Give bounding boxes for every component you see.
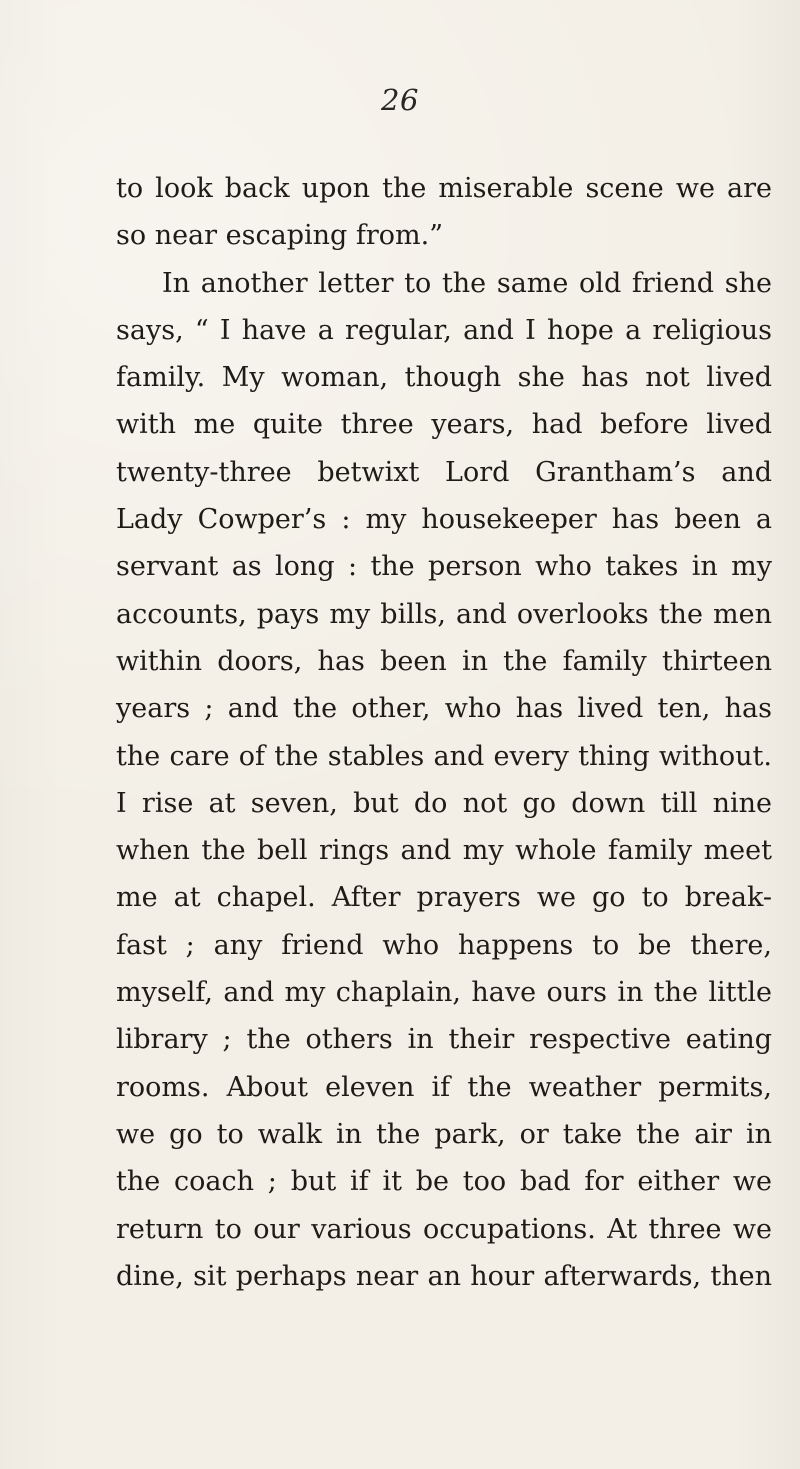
text-line: we go to walk in the park, or take the air in <box>116 1118 772 1150</box>
text-line: family. My woman, though she has not lived <box>116 362 772 394</box>
text-line: me at chapel. After prayers we go to break- <box>116 882 772 914</box>
text-line: twenty-three betwixt Lord Grantham’s and <box>116 456 772 488</box>
text-line: dine, sit perhaps near an hour afterwards, then <box>116 1260 772 1292</box>
text-line: In another letter to the same old friend she <box>162 267 772 299</box>
text-line: to look back upon the miserable scene we are <box>116 173 772 204</box>
text-line: years ; and the other, who has lived ten, has <box>116 693 772 725</box>
text-line: I rise at seven, but do not go down till nine <box>116 787 772 819</box>
page-number: 26 <box>381 83 419 117</box>
text-line: return to our various occupations. At three we <box>116 1213 772 1245</box>
text-line: the care of the stables and every thing without. <box>116 740 772 772</box>
text-line: Lady Cowper’s : my housekeeper has been a <box>116 504 772 536</box>
text-line: fast ; any friend who happens to be there, <box>116 929 772 961</box>
text-line: with me quite three years, had before lived <box>116 409 772 441</box>
text-line: servant as long : the person who takes in my <box>116 551 772 583</box>
text-line: library ; the others in their respective eating <box>116 1024 772 1056</box>
text-line: so near escaping from.” <box>116 220 444 252</box>
text-line: says, “ I have a regular, and I hope a religious <box>116 314 772 346</box>
text-line: accounts, pays my bills, and overlooks the men <box>116 598 772 630</box>
body-text <box>116 165 772 1300</box>
text-line: the coach ; but if it be too bad for either we <box>116 1166 772 1198</box>
text-line: when the bell rings and my whole family meet <box>116 835 772 867</box>
text-line: within doors, has been in the family thirteen <box>116 645 772 677</box>
text-line: myself, and my chaplain, have ours in the little <box>116 977 772 1009</box>
text-line: rooms. About eleven if the weather permits, <box>116 1071 772 1103</box>
